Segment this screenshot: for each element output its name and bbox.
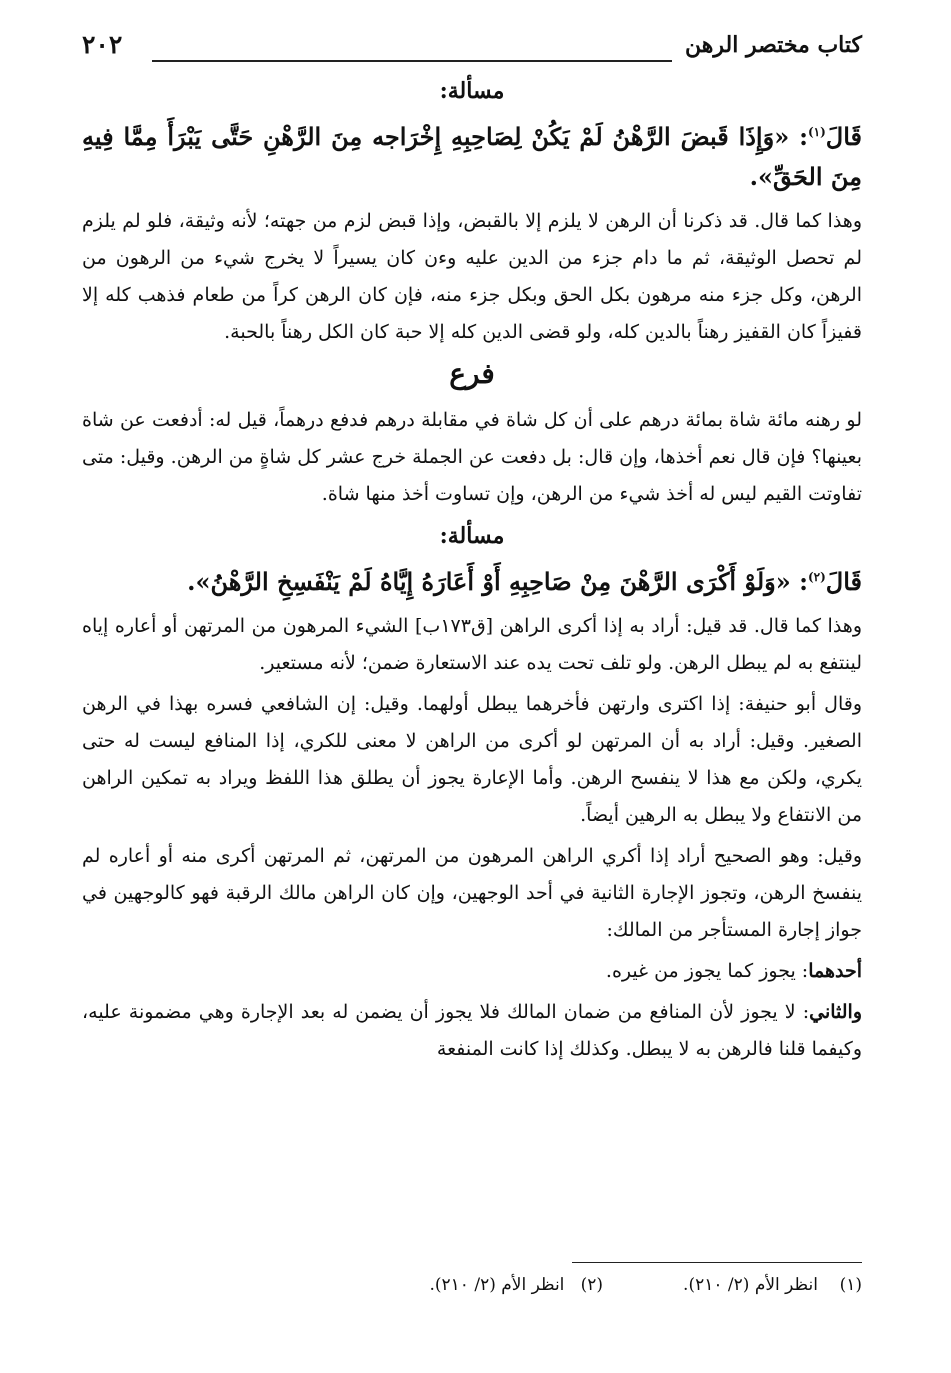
quote-2-text: : «وَلَوْ أَكْرَى الرَّهْنَ مِنْ صَاحِبِهِ أَوْ أَعَارَهُ إِيَّاهُ لَمْ يَنْفَسِخِ الرَّهْنُ». [187, 567, 808, 596]
footnotes [82, 1262, 862, 1295]
paragraph-5-lead: أحدهما [808, 960, 862, 982]
paragraph-6-text: : لا يجوز لأن المنافع من ضمان المالك فلا يجوز أن يضمن له بعد الإجارة وهي مضمونة عليه، وكيفما قلنا فالرهن به لا يبطل. وكذلك إذا كانت المنفعة [82, 1001, 862, 1060]
paragraph-6 [82, 994, 862, 1068]
section-heading-2: مسألة: [439, 523, 505, 549]
footnote-ref-1: (١) [807, 125, 826, 139]
paragraph-branch: لو رهنه مائة شاة بمائة درهم على أن كل شاة في مقابلة درهم فدفع درهماً، قيل له: أدفعت عن شاة بعينها؟ فإن قال نعم أخذها، وإن قال: بل دفعت عن الجملة خرج عشر كل شاةٍ من الرهن. وقيل: متى تفاوتت القيم ليس له أخذ شيء من الرهن، وإن تساوت أخذ منها شاة. [82, 409, 862, 505]
footnote-2-text: انظر الأم (٢/ ٢١٠). [429, 1275, 565, 1295]
paragraph-3: وقال أبو حنيفة: إذا اكترى وارتهن فأخرهما يبطل أولهما. وقيل: إن الشافعي فسره بهذا في الرهن الصغير. وقيل: أراد به أن المرتهن لو أكرى من الراهن لا معنى للكري، إذا المنافع ليست له حتى يكري، ولكن مع هذا لا ينفسح الرهن. وأما الإعارة يجوز أن يطلق هذا اللفظ ويراد به تمكين الراهن من الانتفاع ولا يبطل به الرهين أيضاً. [82, 693, 862, 826]
quote-2-prefix: قَالَ [825, 567, 862, 596]
footnote-ref-2: (٢) [807, 570, 826, 584]
footnote-rule [572, 1262, 862, 1263]
paragraph-6-lead: والثاني [809, 1001, 862, 1023]
footnote-line [82, 1275, 862, 1295]
footnote-2 [430, 1275, 604, 1295]
quote-1-prefix: قَالَ [825, 122, 862, 151]
branch-heading: فرع [449, 357, 495, 390]
running-title: كتاب مختصر الرهن [685, 32, 862, 58]
footnote-2-marker: (٢) [580, 1275, 604, 1295]
header-rule [152, 60, 672, 62]
footnote-1-text: انظر الأم (٢/ ٢١٠). [683, 1275, 818, 1295]
footnote-1 [683, 1275, 862, 1295]
page-number: ٢٠٢ [82, 30, 123, 59]
quote-2 [82, 557, 862, 602]
paragraph-5 [82, 953, 862, 990]
footnote-1-marker: (١) [839, 1275, 862, 1295]
quote-1-text: : «وَإِذَا قَبضَ الرَّهْنُ لَمْ يَكُنْ لِصَاحِبِهِ إِخْرَاجه مِنَ الرَّهْنِ حَتَّى يَبْرَأَ مِمَّا فِيهِ مِنَ الحَقِّ». [82, 122, 862, 191]
quote-1 [82, 112, 862, 197]
page-body [82, 30, 862, 1072]
paragraph-4: وقيل: وهو الصحيح أراد إذا أكري الراهن المرهون من المرتهن، ثم المرتهن أكرى منه أو أعاره لم ينفسخ الرهن، وتجوز الإجارة الثانية في أحد الوجهين، وإن كان الراهن مالك الرقبة فهو كالوجهين في جواز إجارة المستأجر من المالك: [82, 845, 862, 941]
paragraph-5-text: : يجوز كما يجوز من غيره. [605, 960, 809, 982]
page-header [82, 30, 862, 78]
section-heading-1: مسألة: [439, 78, 505, 104]
paragraph-1: وهذا كما قال. قد ذكرنا أن الرهن لا يلزم إلا بالقبض، وإذا قبض لزم من جهته؛ لأنه وثيقة، فلو لم يلزم لم تحصل الوثيقة، ثم ما دام جزء من الدين عليه وءن كان يسيراً لا يخرج شيء من الرهون من الرهن، وكل جزء منه مرهون بكل الحق وبكل جزء منه، فإن كان الرهن كراً من طعام فذهب كله إلا قفيزاً كان القفيز رهناً بالدين كله، ولو قضى الدين كله إلا حبة كان الكل رهناً بالحبة. [82, 210, 862, 343]
paragraph-2: وهذا كما قال. قد قيل: أراد به إذا أكرى الراهن [ق١٧٣ب] الشيء المرهون من المرتهن أو أعاره إياه لينتفع به لم يبطل الرهن. ولو تلف تحت يده عند الاستعارة ضمن؛ لأنه مستعير. [82, 615, 862, 674]
